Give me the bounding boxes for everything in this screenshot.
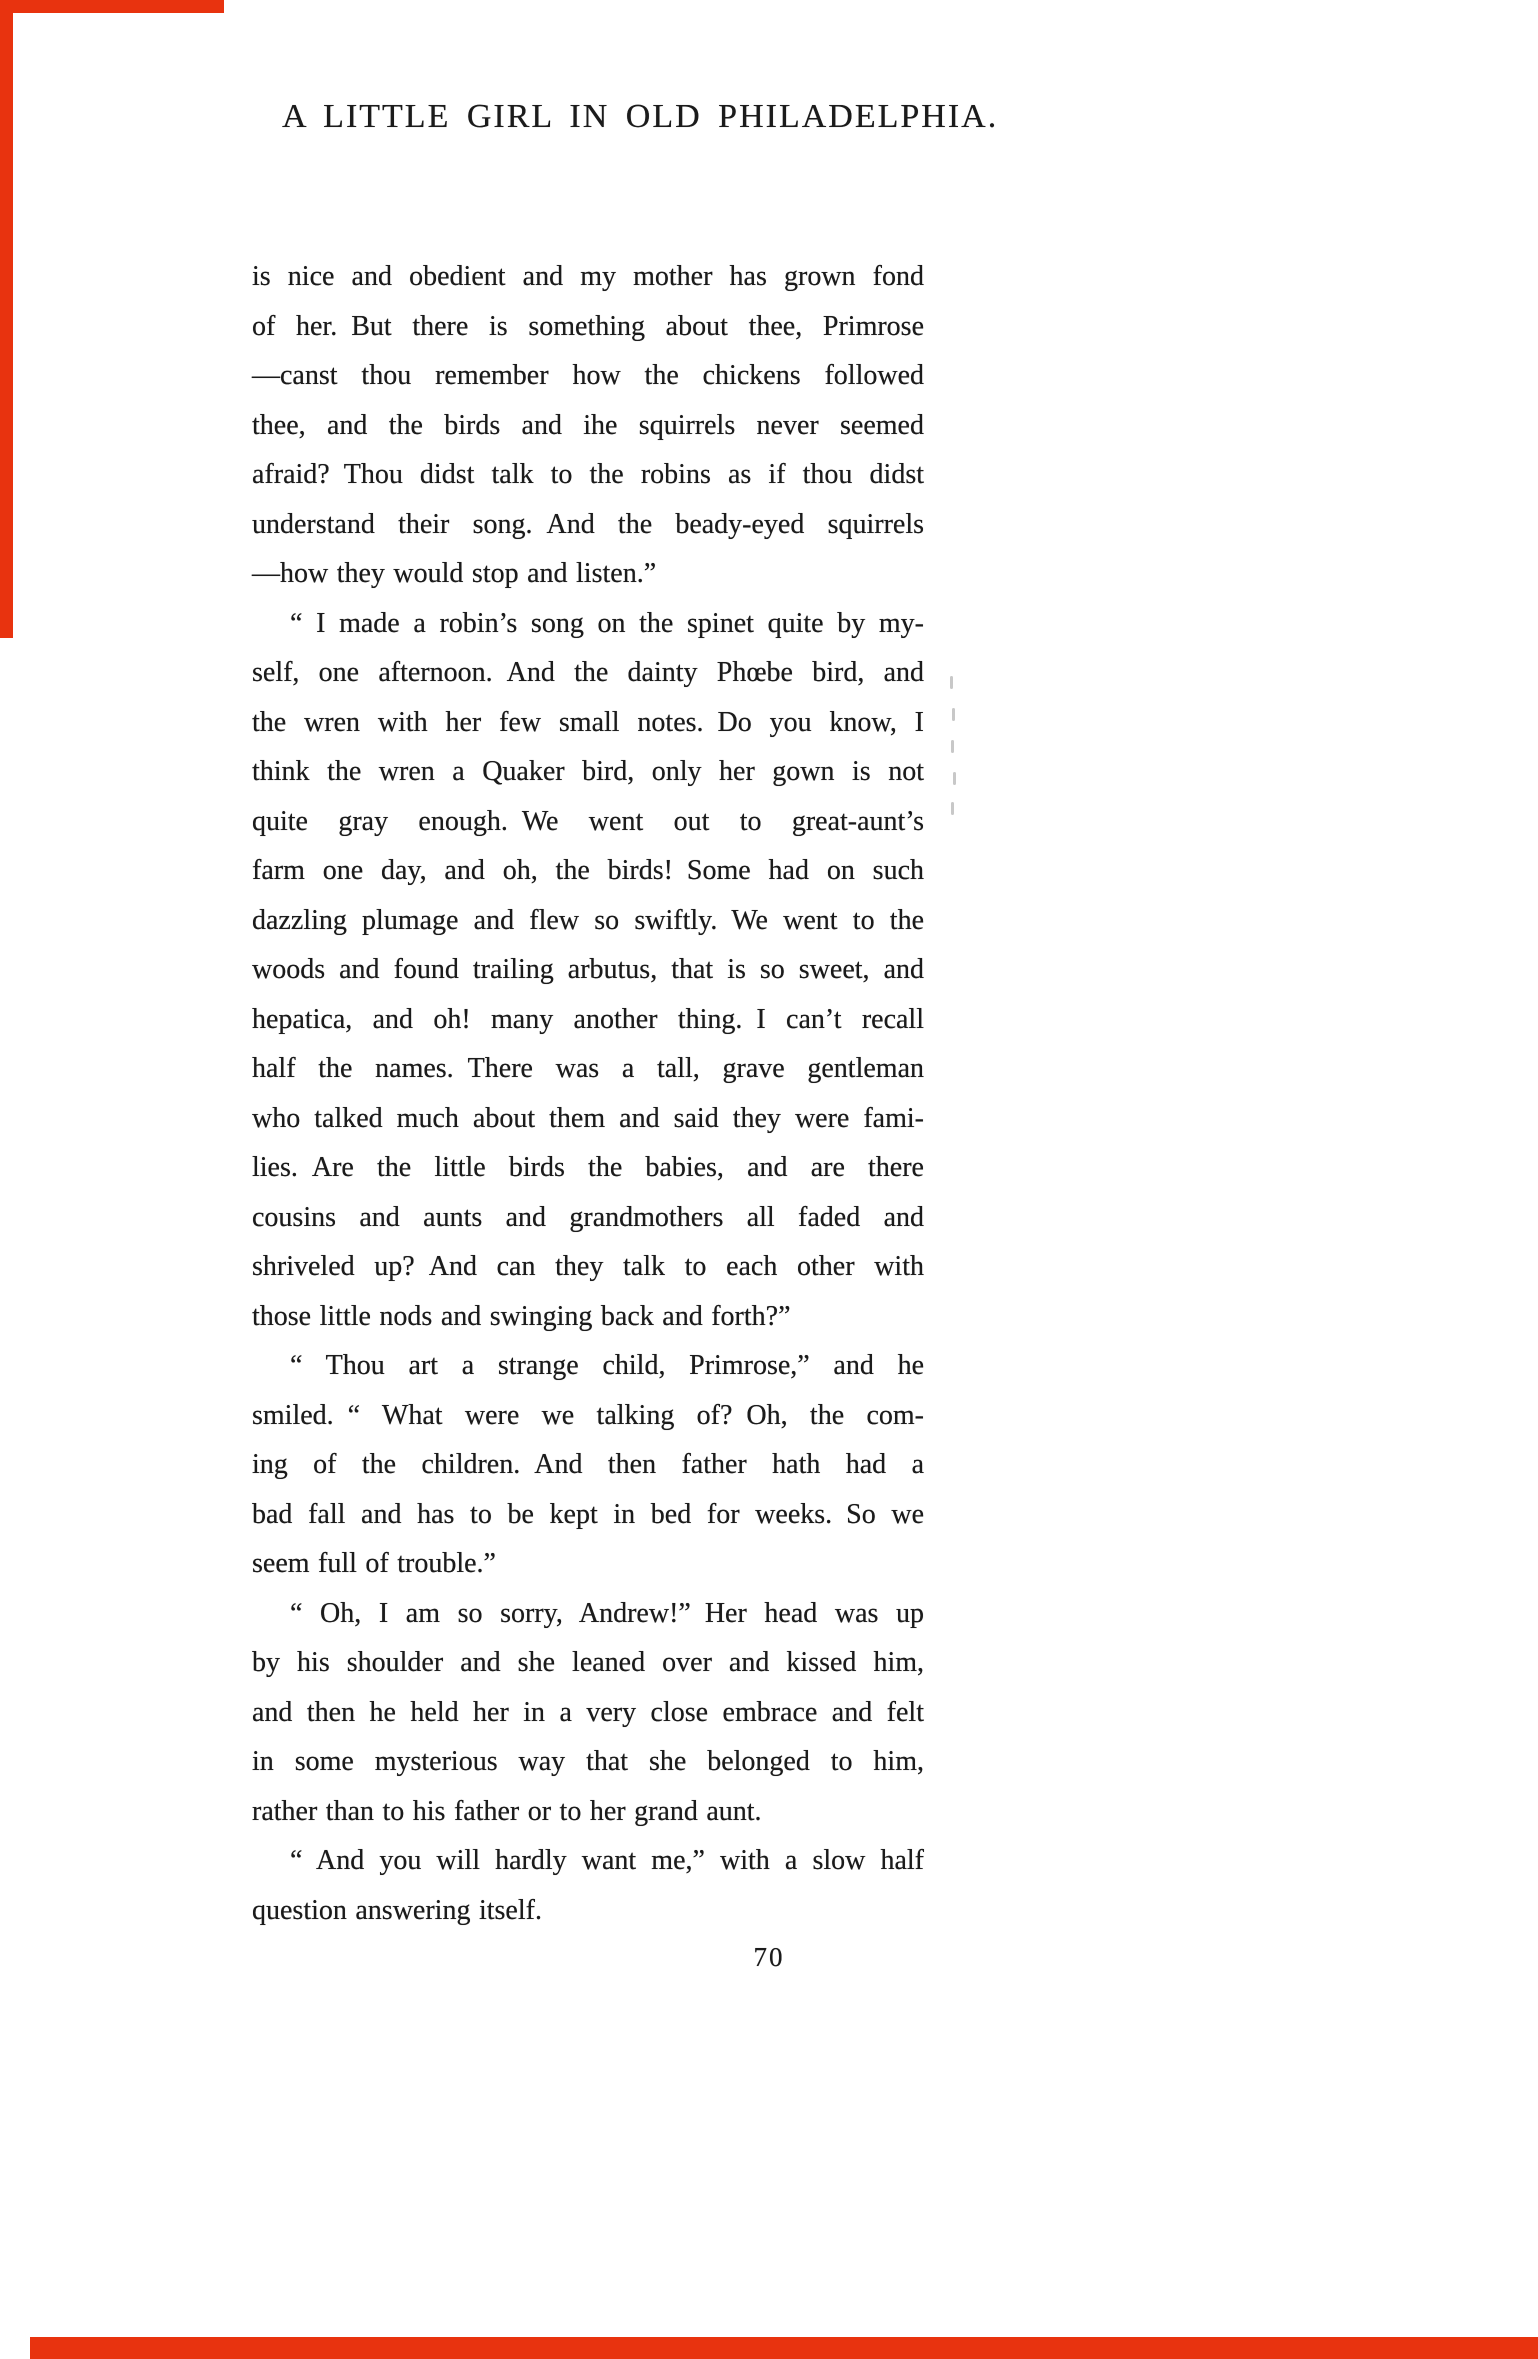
text-line: is nice and obedient and my mother has grown fond: [252, 261, 924, 292]
text-line: those little nods and swinging back and forth?”: [252, 1300, 791, 1332]
text-line: of her. But there is something about thee, Primrose: [252, 310, 924, 342]
text-line: “ And you will hardly want me,” with a slow half: [290, 1845, 924, 1876]
text-line: “ Thou art a strange child, Primrose,” and he: [290, 1350, 924, 1381]
text-line: the wren with her few small notes. Do you know, I: [252, 706, 924, 738]
text-line: smiled. “ What were we talking of? Oh, the com-: [252, 1399, 924, 1431]
text-line: half the names. There was a tall, grave gentleman: [252, 1053, 924, 1084]
running-head: A LITTLE GIRL IN OLD PHILADELPHIA.: [282, 98, 999, 135]
text-line: in some mysterious way that she belonged to him,: [252, 1746, 924, 1777]
scan-speck: [952, 708, 955, 721]
scan-edge-mark-top: [0, 0, 224, 13]
text-line: by his shoulder and she leaned over and kissed him,: [252, 1647, 924, 1678]
text-line: thee, and the birds and ihe squirrels never seemed: [252, 409, 924, 441]
text-line: quite gray enough. We went out to great-aunt’s: [252, 805, 924, 837]
text-line: “ I made a robin’s song on the spinet quite by my-: [290, 607, 924, 639]
text-line: woods and found trailing arbutus, that is so sweet, and: [252, 954, 924, 985]
text-line: dazzling plumage and flew so swiftly. We went to the: [252, 904, 924, 936]
scan-speck: [951, 740, 954, 753]
text-line: bad fall and has to be kept in bed for weeks. So we: [252, 1498, 924, 1530]
text-line: hepatica, and oh! many another thing. I can’t recall: [252, 1003, 924, 1035]
scan-speck: [951, 802, 954, 815]
text-line: farm one day, and oh, the birds! Some had on such: [252, 855, 924, 886]
text-line: and then he held her in a very close embrace and felt: [252, 1696, 924, 1728]
text-line: —how they would stop and listen.”: [252, 558, 657, 589]
text-line: think the wren a Quaker bird, only her gown is not: [252, 756, 924, 787]
text-line: cousins and aunts and grandmothers all faded and: [252, 1201, 924, 1233]
page-number: 70: [753, 1942, 785, 1972]
text-line: lies. Are the little birds the babies, and are there: [252, 1152, 924, 1183]
text-line: self, one afternoon. And the dainty Phœbe bird, and: [252, 657, 924, 688]
scan-edge-mark-bottom: [30, 2337, 1538, 2359]
text-line: understand their song. And the beady-eyed squirrels: [252, 508, 924, 540]
text-block: [252, 252, 924, 1935]
text-line: ing of the children. And then father hath had a: [252, 1449, 924, 1480]
text-line: seem full of trouble.”: [252, 1548, 496, 1579]
text-line: who talked much about them and said they were fami-: [252, 1102, 924, 1134]
scan-edge-mark-left: [0, 0, 13, 638]
text-line: afraid? Thou didst talk to the robins as if thou didst: [252, 459, 924, 490]
scan-speck: [950, 676, 953, 689]
text-line: —canst thou remember how the chickens followed: [252, 360, 924, 391]
text-line: “ Oh, I am so sorry, Andrew!” Her head was up: [290, 1597, 924, 1629]
text-line: shriveled up? And can they talk to each other with: [252, 1251, 924, 1282]
text-line: rather than to his father or to her grand aunt.: [252, 1795, 762, 1827]
text-line: question answering itself.: [252, 1894, 542, 1926]
scan-speck: [953, 772, 956, 785]
